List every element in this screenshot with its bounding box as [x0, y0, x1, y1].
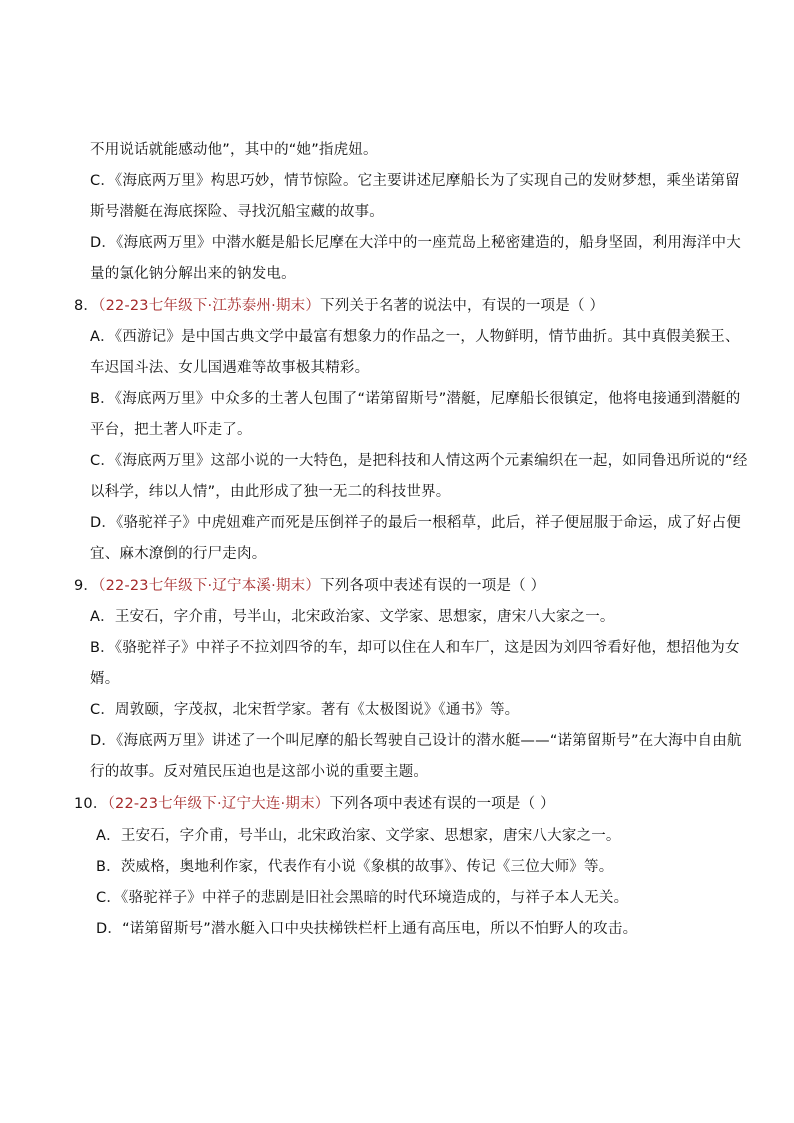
- q10-option-d-line1: D．“诺第留斯号”潜水艇入口中央扶梯铁栏杆上通有高压电，所以不怕野人的攻击。: [96, 921, 638, 937]
- q8-option-d-line2: 宜、麻木潦倒的行尸走肉。: [90, 546, 267, 562]
- q7-option-d-line2: 量的氯化钠分解出来的钠发电。: [90, 266, 296, 282]
- q9-header: [74, 576, 545, 596]
- q10-option-b-line1: B．茨威格，奥地利作家，代表作有小说《象棋的故事》、传记《三位大师》等。: [96, 859, 614, 875]
- q8-option-a-line1: A．《西游记》是中国古典文学中最富有想象力的作品之一，人物鲜明，情节曲折。其中真假美猴王、: [90, 329, 740, 345]
- q10-option-c-line1: C．《骆驼祥子》中祥子的悲剧是旧社会黑暗的时代环境造成的，与祥子本人无关。: [96, 890, 629, 906]
- q8-option-b-line2: 平台，把土著人吓走了。: [90, 422, 252, 438]
- q9-option-d-line2: 行的故事。反对殖民压迫也是这部小说的重要主题。: [90, 764, 429, 780]
- q8-stem: 下列关于名著的说法中，有误的一项是（ ）: [320, 298, 605, 314]
- q10-option-a-line1: A．王安石，字介甫，号半山，北宋政治家、文学家、思想家，唐宋八大家之一。: [96, 828, 621, 844]
- q8-option-c-line2: 以科学，纬以人情”，由此形成了独一无二的科技世界。: [90, 484, 451, 500]
- q9-stem: 下列各项中表述有误的一项是（ ）: [320, 578, 546, 594]
- q9-option-d-line1: D．《海底两万里》讲述了一个叫尼摩的船长驾驶自己设计的潜水艇——“诺第留斯号”在大海中自由航: [90, 733, 742, 749]
- q10-source: （22-23七年级下·辽宁大连·期末）: [107, 796, 330, 812]
- q8-source: （22-23七年级下·江苏泰州·期末）: [98, 298, 321, 314]
- q9-option-a-line1: A．王安石，字介甫，号半山，北宋政治家、文学家、思想家，唐宋八大家之一。: [90, 609, 615, 625]
- q8-option-a-line2: 车迟国斗法、女儿国遇难等故事极其精彩。: [90, 360, 370, 376]
- q8-number: 8．: [74, 298, 99, 314]
- q8-option-d-line1: D．《骆驼祥子》中虎妞难产而死是压倒祥子的最后一根稻草，此后，祥子便屈服于命运，成了好占便: [90, 515, 741, 531]
- q7-option-d-line1: D．《海底两万里》中潜水艇是船长尼摩在大洋中的一座荒岛上秘密建造的，船身坚固，利用海洋中大: [90, 235, 741, 251]
- q8-option-c-line1: C．《海底两万里》这部小说的一大特色，是把科技和人情这两个元素编织在一起，如同鲁迅所说的“经: [90, 453, 748, 469]
- q9-option-b-line1: B．《骆驼祥子》中祥子不拉刘四爷的车，却可以住在人和车厂，这是因为刘四爷看好他，想招他为女: [90, 640, 740, 656]
- q7-option-c-line2: 斯号潜艇在海底探险、寻找沉船宝藏的故事。: [90, 204, 384, 220]
- q8-header: [74, 296, 604, 316]
- q10-number: 10．: [74, 796, 108, 812]
- q10-stem: 下列各项中表述有误的一项是（ ）: [329, 796, 555, 812]
- q9-source: （22-23七年级下·辽宁本溪·期末）: [98, 578, 321, 594]
- q9-option-c-line1: C．周敦颐，字茂叔，北宋哲学家。著有《太极图说》《通书》等。: [90, 702, 520, 718]
- q10-header: [74, 794, 555, 814]
- q9-number: 9．: [74, 578, 99, 594]
- q8-option-b-line1: B．《海底两万里》中众多的土著人包围了“诺第留斯号”潜艇，尼摩船长很镇定，他将电接通到潜艇的: [90, 391, 741, 407]
- q9-option-b-line2: 婿。: [90, 671, 120, 687]
- q7-option-b-continuation: 不用说话就能感动他”，其中的“她”指虎妞。: [90, 142, 378, 158]
- q7-option-c-line1: C．《海底两万里》构思巧妙，情节惊险。它主要讲述尼摩船长为了实现自己的发财梦想，乘坐诺第留: [90, 173, 740, 189]
